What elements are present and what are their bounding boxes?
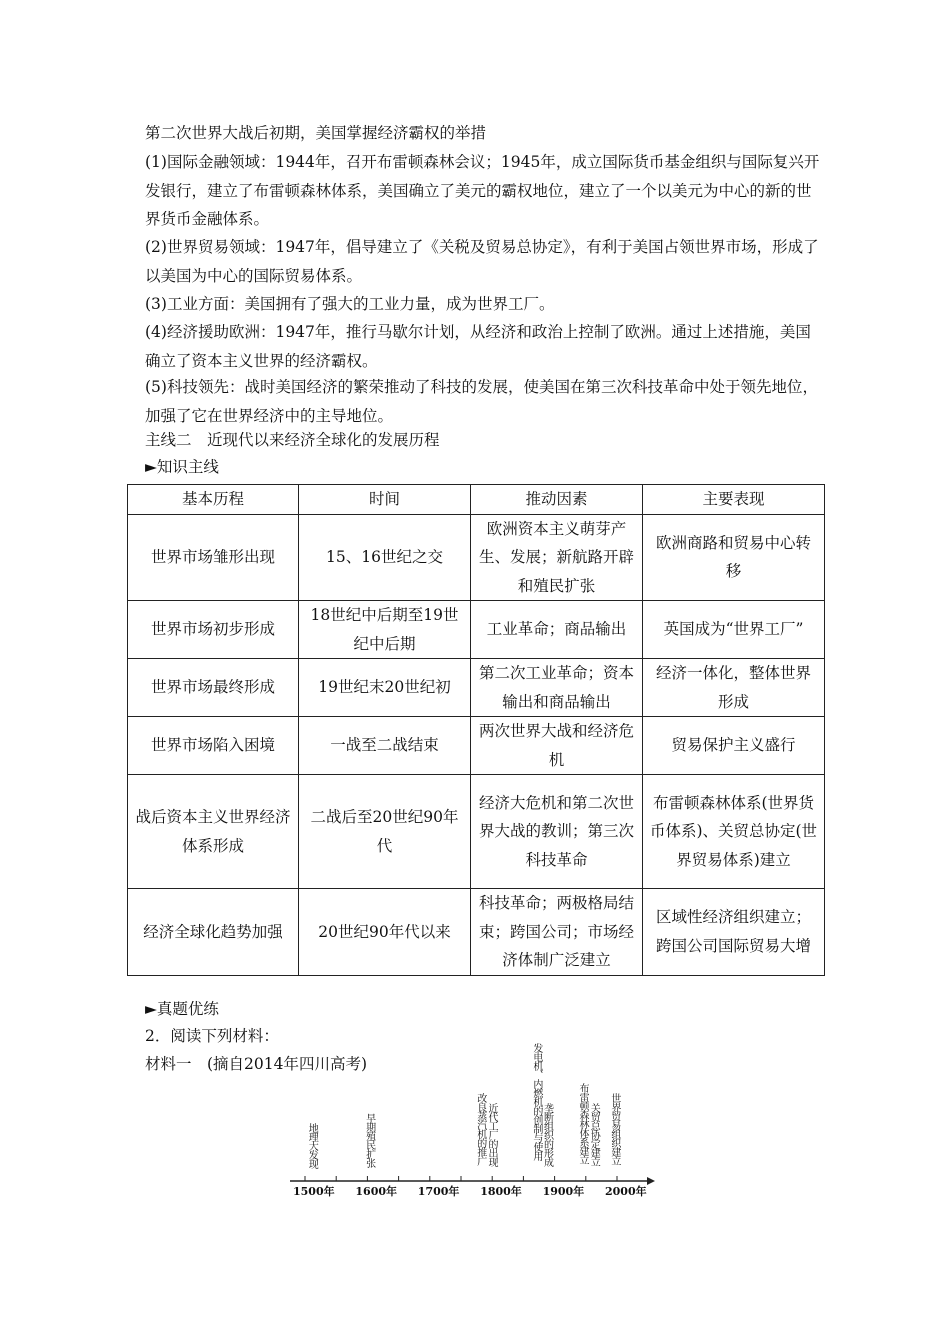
table-cell: 世界市场雏形出现 <box>128 514 299 601</box>
table-cell: 科技革命；两极格局结束；跨国公司；市场经济体制广泛建立 <box>471 889 643 976</box>
table-row <box>128 775 825 889</box>
table-cell: 世界市场陷入困境 <box>128 717 299 775</box>
timeline-tick-label: 2000年 <box>605 1185 647 1198</box>
table-row <box>128 514 825 601</box>
table-cell: 第二次工业革命；资本输出和商品输出 <box>471 659 643 717</box>
table-header: 推动因素 <box>471 485 643 515</box>
timeline-event-label: 垄断组织的形成 <box>541 1103 553 1166</box>
table-cell: 欧洲资本主义萌芽产生、发展；新航路开辟和殖民扩张 <box>471 514 643 601</box>
timeline-event-label: 地理大发现 <box>306 1123 318 1168</box>
table-header: 基本历程 <box>128 485 299 515</box>
table-cell: 二战后至20世纪90年代 <box>299 775 471 889</box>
table-row <box>128 889 825 976</box>
table-cell: 15、16世纪之交 <box>299 514 471 601</box>
table-cell: 20世纪90年代以来 <box>299 889 471 976</box>
intro-paragraph-2: (2)世界贸易领域：1947年，倡导建立了《关税及贸易总协定》，有利于美国占领世界市场，形成了以美国为中心的国际贸易体系。 <box>145 238 819 285</box>
table-cell: 布雷顿森林体系(世界货币体系)、关贸总协定(世界贸易体系)建立 <box>643 775 825 889</box>
knowledge-marker: ►知识主线 <box>145 458 219 476</box>
table-cell: 经济全球化趋势加强 <box>128 889 299 976</box>
table-cell: 英国成为“世界工厂” <box>643 601 825 659</box>
timeline-event-label: 改良蒸汽机的推广 <box>474 1093 486 1165</box>
table-cell: 世界市场最终形成 <box>128 659 299 717</box>
timeline-figure <box>285 1043 665 1210</box>
table-cell: 19世纪末20世纪初 <box>299 659 471 717</box>
timeline-tick-label: 1500年 <box>293 1185 335 1198</box>
timeline-tick-label: 1600年 <box>355 1185 398 1198</box>
timeline-event-label: 世界贸易组织建立 <box>608 1093 620 1165</box>
table-cell: 世界市场初步形成 <box>128 601 299 659</box>
table-cell: 经济大危机和第二次世界大战的教训；第三次科技革命 <box>471 775 643 889</box>
intro-paragraph-1: (1)国际金融领域：1944年，召开布雷顿森林会议；1945年，成立国际货币基金组织与国际复兴开发银行，建立了布雷顿森林体系，美国确立了美元的霸权地位，建立了一个以美元为中心的新的世界货币金融体系。 <box>145 153 820 228</box>
history-table <box>127 484 825 976</box>
practice-marker: ►真题优练 <box>145 1000 219 1018</box>
intro-paragraph-4: (4)经济援助欧洲：1947年，推行马歇尔计划，从经济和政治上控制了欧洲。通过上述措施，美国确立了资本主义世界的经济霸权。 <box>145 323 811 370</box>
table-cell: 18世纪中后期至19世纪中后期 <box>299 601 471 659</box>
table-cell: 一战至二战结束 <box>299 717 471 775</box>
timeline-event-label: 发电机、内燃机的创制与使用 <box>530 1043 542 1160</box>
table-row <box>128 659 825 717</box>
table-cell: 两次世界大战和经济危机 <box>471 717 643 775</box>
table-cell: 战后资本主义世界经济体系形成 <box>128 775 299 889</box>
table-cell: 工业革命；商品输出 <box>471 601 643 659</box>
table-header: 时间 <box>299 485 471 515</box>
table-cell: 经济一体化，整体世界形成 <box>643 659 825 717</box>
intro-heading: 第二次世界大战后初期，美国掌握经济霸权的举措 <box>145 124 487 142</box>
timeline-event-label: 近代工厂的出现 <box>485 1103 497 1166</box>
timeline-tick-label: 1700年 <box>417 1185 460 1198</box>
table-header-row <box>128 485 825 515</box>
table-cell: 贸易保护主义盛行 <box>643 717 825 775</box>
intro-paragraph-5: (5)科技领先：战时美国经济的繁荣推动了科技的发展，使美国在第三次科技革命中处于领先地位，加强了它在世界经济中的主导地位。 <box>145 378 818 425</box>
table-cell: 区域性经济组织建立；跨国公司国际贸易大增 <box>643 889 825 976</box>
table-row <box>128 601 825 659</box>
table-row <box>128 717 825 775</box>
table-header: 主要表现 <box>643 485 825 515</box>
timeline-arrow <box>647 1177 655 1185</box>
timeline-event-label: 关贸总协定建立 <box>588 1103 600 1166</box>
timeline-event-label: 早期殖民扩张 <box>363 1113 375 1167</box>
intro-paragraph-3: (3)工业方面：美国拥有了强大的工业力量，成为世界工厂。 <box>145 295 555 313</box>
table-cell: 欧洲商路和贸易中心转移 <box>643 514 825 601</box>
question-text: 2．阅读下列材料： <box>145 1027 279 1045</box>
material-label: 材料一 (摘自2014年四川高考) <box>145 1055 368 1073</box>
timeline-tick-label: 1900年 <box>542 1185 585 1198</box>
section-title: 主线二 近现代以来经济全球化的发展历程 <box>145 431 440 449</box>
timeline-tick-label: 1800年 <box>480 1185 522 1198</box>
timeline-event-label: 布雷顿森林体系建立 <box>577 1083 589 1164</box>
